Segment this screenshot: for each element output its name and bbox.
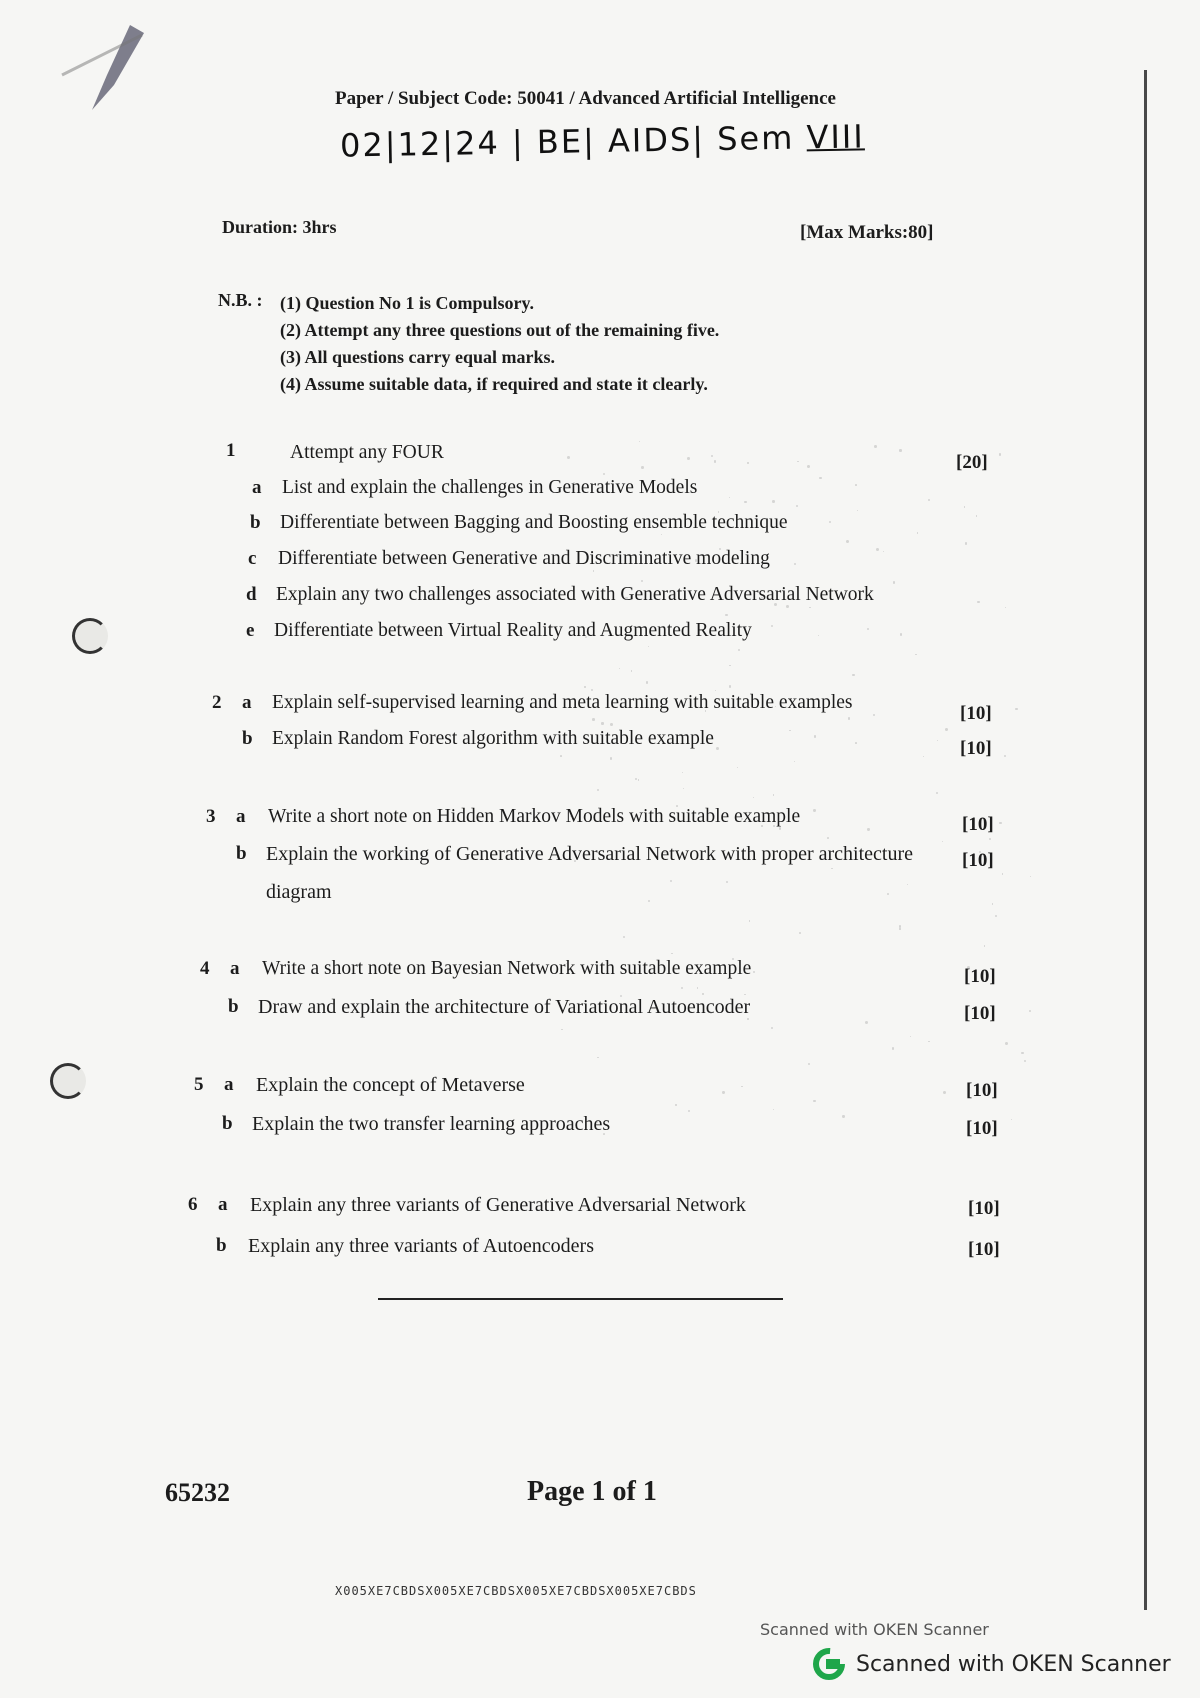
- question-marks: [10]: [966, 1118, 998, 1139]
- page-number: Page 1 of 1: [527, 1476, 657, 1507]
- scan-noise-speck: [917, 532, 918, 533]
- scan-noise-speck: [603, 473, 605, 475]
- scan-noise-speck: [675, 1104, 676, 1105]
- scan-noise-speck: [945, 728, 948, 731]
- scan-noise-speck: [807, 465, 810, 468]
- scan-noise-speck: [1024, 1060, 1026, 1062]
- scan-noise-speck: [809, 607, 810, 608]
- scan-noise-speck: [711, 455, 713, 457]
- scan-noise-speck: [733, 850, 734, 851]
- question-marks: [10]: [966, 1080, 998, 1101]
- scan-noise-speck: [813, 1100, 815, 1102]
- scan-noise-speck: [596, 1121, 598, 1123]
- scan-noise-speck: [619, 668, 620, 669]
- scan-noise-speck: [867, 628, 869, 630]
- scan-noise-speck: [910, 1036, 911, 1037]
- scan-noise-speck: [697, 987, 699, 989]
- question-sub-label: c: [248, 548, 257, 569]
- scan-noise-speck: [883, 551, 884, 552]
- question-text: Explain any two challenges associated with Generative Adversarial Network: [276, 584, 874, 605]
- scan-noise-speck: [741, 818, 743, 820]
- question-sub-label: b: [242, 728, 253, 749]
- scan-noise-speck: [899, 925, 901, 927]
- scan-noise-speck: [794, 563, 796, 565]
- scan-noise-speck: [707, 743, 708, 744]
- scan-noise-speck: [855, 742, 857, 744]
- scan-noise-speck: [814, 735, 817, 738]
- scan-noise-speck: [646, 681, 649, 684]
- scan-noise-speck: [726, 881, 728, 883]
- scan-noise-speck: [741, 1086, 742, 1087]
- question-marks: [20]: [956, 452, 988, 473]
- scan-noise-speck: [710, 1012, 712, 1014]
- scan-noise-speck: [648, 900, 650, 902]
- scan-noise-speck: [584, 686, 585, 687]
- scan-noise-speck: [719, 548, 721, 550]
- scan-noise-speck: [714, 460, 716, 462]
- scan-noise-speck: [900, 633, 903, 636]
- scanner-watermark-faint: Scanned with OKEN Scanner: [760, 1620, 989, 1639]
- scan-noise-speck: [729, 497, 730, 498]
- scan-noise-speck: [819, 477, 821, 479]
- oken-scanner-logo-icon: [812, 1647, 846, 1681]
- scan-noise-speck: [786, 605, 789, 608]
- scan-noise-speck: [716, 747, 719, 750]
- scan-noise-speck: [965, 542, 968, 545]
- scan-noise-speck: [799, 932, 801, 934]
- scan-noise-speck: [796, 505, 798, 507]
- scan-noise-speck: [984, 945, 986, 947]
- scan-noise-speck: [865, 1021, 868, 1024]
- scan-noise-speck: [989, 838, 991, 840]
- question-sub-label: b: [236, 843, 247, 864]
- question-sub-label: b: [228, 996, 239, 1017]
- question-sub-label: b: [250, 512, 261, 533]
- scan-noise-speck: [648, 646, 649, 647]
- scan-noise-speck: [899, 928, 900, 929]
- scan-noise-speck: [639, 441, 640, 442]
- scan-noise-speck: [682, 772, 683, 773]
- question-number: 1: [226, 440, 236, 461]
- scan-noise-speck: [585, 636, 587, 638]
- handwritten-note: [340, 117, 865, 164]
- scan-noise-speck: [874, 445, 877, 448]
- scan-noise-speck: [1015, 708, 1018, 711]
- scan-noise-speck: [992, 903, 993, 904]
- scan-noise-speck: [982, 853, 983, 854]
- scan-noise-speck: [573, 482, 575, 484]
- scan-noise-speck: [761, 825, 762, 826]
- question-number: 2: [212, 692, 222, 713]
- barcode-text: X005XE7CBDSX005XE7CBDSX005XE7CBDSX005XE7CBDS: [335, 1584, 697, 1598]
- question-marks: [10]: [964, 966, 996, 987]
- scan-noise-speck: [818, 635, 819, 636]
- question-number: 5: [194, 1074, 204, 1095]
- page-edge-shadow: [1144, 70, 1147, 1610]
- scan-noise-speck: [771, 1027, 773, 1029]
- scan-noise-speck: [999, 453, 1001, 455]
- scan-noise-speck: [671, 953, 673, 955]
- scan-noise-speck: [848, 717, 851, 720]
- end-of-paper-rule: [378, 1298, 783, 1300]
- scan-noise-speck: [670, 880, 672, 882]
- scan-noise-speck: [1021, 1052, 1023, 1054]
- scan-noise-speck: [936, 792, 939, 795]
- scan-noise-speck: [867, 828, 869, 830]
- nb-label: N.B. :: [218, 290, 263, 310]
- scan-noise-speck: [977, 601, 979, 603]
- scan-noise-speck: [995, 915, 997, 917]
- scan-noise-speck: [943, 1091, 946, 1094]
- scan-noise-speck: [625, 597, 627, 599]
- scan-noise-speck: [747, 462, 748, 463]
- question-sub-label: b: [216, 1235, 227, 1256]
- scan-noise-speck: [753, 797, 755, 799]
- question-sub-label: a: [224, 1074, 234, 1095]
- scan-noise-speck: [772, 500, 775, 503]
- punch-hole-bottom: [50, 1063, 86, 1099]
- scan-noise-speck: [1005, 607, 1006, 608]
- scan-noise-speck: [753, 971, 755, 973]
- scan-noise-speck: [623, 936, 625, 938]
- scan-noise-speck: [773, 1109, 774, 1110]
- scan-noise-speck: [663, 851, 665, 853]
- scan-noise-speck: [638, 779, 639, 780]
- scan-noise-speck: [747, 1018, 748, 1019]
- scan-noise-speck: [928, 1041, 930, 1043]
- question-text: Differentiate between Bagging and Boosting ensemble technique: [280, 512, 788, 533]
- question-text: List and explain the challenges in Generative Models: [282, 477, 698, 498]
- duration-label: Duration: 3hrs: [222, 217, 337, 237]
- scan-noise-speck: [567, 456, 570, 459]
- question-sub-label: a: [236, 806, 246, 827]
- scan-noise-speck: [774, 603, 777, 606]
- folded-corner-mark: [52, 15, 162, 115]
- scan-noise-speck: [808, 1063, 810, 1065]
- scan-noise-speck: [560, 755, 562, 757]
- scan-noise-speck: [1002, 873, 1003, 874]
- question-sub-label: a: [242, 692, 252, 713]
- scan-noise-speck: [892, 1047, 895, 1050]
- question-text: Explain any three variants of Autoencoders: [248, 1235, 594, 1257]
- scan-noise-speck: [749, 920, 750, 921]
- scan-noise-speck: [899, 449, 901, 451]
- scan-noise-speck: [846, 540, 849, 543]
- question-sub-label: a: [218, 1194, 228, 1215]
- scan-noise-speck: [591, 689, 593, 691]
- scan-noise-speck: [873, 714, 875, 716]
- scan-noise-speck: [907, 884, 908, 885]
- scan-noise-speck: [928, 499, 930, 501]
- scan-noise-speck: [688, 1110, 690, 1112]
- scan-noise-speck: [979, 851, 981, 853]
- scanner-badge: [812, 1647, 1171, 1681]
- scan-noise-speck: [789, 730, 790, 731]
- scan-noise-speck: [964, 506, 966, 508]
- scan-noise-speck: [722, 1091, 724, 1093]
- question-text: Write a short note on Bayesian Network with suitable example: [262, 958, 752, 979]
- scan-noise-speck: [597, 789, 599, 791]
- question-sub-label: d: [246, 584, 257, 605]
- scan-noise-speck: [610, 757, 612, 759]
- scan-noise-speck: [631, 670, 632, 671]
- scan-noise-speck: [687, 457, 690, 460]
- question-intro: Attempt any FOUR: [290, 442, 444, 463]
- question-sub-label: b: [222, 1113, 233, 1134]
- nb-item: (4) Assume suitable data, if required and state it clearly.: [280, 374, 708, 394]
- scan-noise-speck: [771, 625, 773, 627]
- paper-code-footer: 65232: [165, 1478, 230, 1507]
- question-marks: [10]: [968, 1239, 1000, 1260]
- scan-noise-speck: [1005, 1042, 1008, 1045]
- scan-noise-speck: [942, 841, 943, 842]
- question-text: Explain any three variants of Generative Adversarial Network: [250, 1194, 746, 1216]
- question-text: Explain Random Forest algorithm with suitable example: [272, 728, 714, 749]
- question-marks: [10]: [964, 1003, 996, 1024]
- question-text: Explain the two transfer learning approaches: [252, 1113, 611, 1135]
- handwritten-note-text: 02|12|24 | BE| AIDS| Sem: [339, 118, 795, 165]
- question-text: Explain self-supervised learning and meta learning with suitable examples: [272, 692, 853, 713]
- scan-noise-speck: [829, 521, 831, 523]
- question-marks: [10]: [968, 1198, 1000, 1219]
- scan-noise-speck: [1011, 1119, 1012, 1120]
- scan-noise-speck: [976, 515, 978, 517]
- scan-noise-speck: [1029, 1010, 1031, 1012]
- scan-noise-speck: [737, 767, 738, 768]
- scan-noise-speck: [827, 837, 829, 839]
- question-marks: [10]: [960, 703, 992, 724]
- max-marks-label: [Max Marks:80]: [800, 222, 934, 243]
- question-text-continued: diagram: [266, 881, 332, 903]
- scan-noise-speck: [561, 1029, 562, 1030]
- scan-noise-speck: [729, 685, 732, 688]
- question-number: 6: [188, 1194, 198, 1215]
- scan-noise-speck: [937, 740, 938, 741]
- question-sub-label: e: [246, 620, 255, 641]
- question-marks: [10]: [962, 850, 994, 871]
- scan-noise-speck: [729, 665, 731, 667]
- scan-noise-speck: [855, 484, 857, 486]
- question-sub-label: a: [230, 958, 240, 979]
- scan-noise-speck: [641, 466, 644, 469]
- nb-item: (3) All questions carry equal marks.: [280, 347, 556, 367]
- scanner-badge-text: Scanned with OKEN Scanner: [856, 1651, 1171, 1677]
- question-marks: [10]: [960, 738, 992, 759]
- scan-noise-speck: [999, 822, 1002, 825]
- scan-noise-speck: [813, 809, 815, 811]
- punch-hole-top: [72, 618, 108, 654]
- scan-noise-speck: [635, 778, 637, 780]
- question-text: Write a short note on Hidden Markov Models with suitable example: [268, 806, 801, 827]
- scan-noise-speck: [1004, 755, 1007, 758]
- scan-noise-speck: [923, 756, 924, 757]
- scan-noise-speck: [1030, 876, 1031, 877]
- scan-noise-speck: [852, 674, 855, 677]
- scan-noise-speck: [593, 570, 594, 571]
- scan-noise-speck: [592, 718, 595, 721]
- handwritten-sem: VIII: [806, 117, 866, 157]
- question-text: Differentiate between Virtual Reality and Augmented Reality: [274, 620, 752, 641]
- nb-item: (1) Question No 1 is Compulsory.: [280, 293, 535, 313]
- scan-noise-speck: [718, 511, 719, 512]
- scan-noise-speck: [773, 825, 775, 827]
- scan-noise-speck: [681, 987, 683, 989]
- question-text: Explain the working of Generative Adversarial Network with proper architecture: [266, 843, 913, 865]
- question-number: 3: [206, 806, 216, 827]
- scan-noise-speck: [574, 860, 576, 862]
- scan-noise-speck: [705, 710, 706, 711]
- question-text: Explain the concept of Metaverse: [256, 1074, 525, 1096]
- scan-noise-speck: [641, 580, 643, 582]
- question-marks: [10]: [962, 814, 994, 835]
- scan-noise-speck: [876, 548, 879, 551]
- scan-noise-speck: [794, 761, 795, 762]
- question-text: Differentiate between Generative and Discriminative modeling: [278, 548, 770, 569]
- scan-noise-speck: [725, 614, 728, 617]
- scan-noise-speck: [797, 461, 798, 462]
- scan-noise-speck: [893, 581, 896, 584]
- scan-noise-speck: [887, 893, 889, 895]
- scan-noise-speck: [773, 794, 774, 795]
- scan-noise-speck: [702, 993, 703, 994]
- question-text: Draw and explain the architecture of Variational Autoencoder: [258, 996, 751, 1018]
- scan-noise-speck: [610, 723, 613, 726]
- scan-noise-speck: [857, 510, 858, 511]
- scan-noise-speck: [915, 654, 916, 655]
- scan-noise-speck: [601, 722, 603, 724]
- scan-noise-speck: [967, 966, 970, 969]
- scan-noise-speck: [738, 649, 740, 651]
- nb-item: (2) Attempt any three questions out of the remaining five.: [280, 320, 720, 340]
- scan-noise-speck: [597, 1057, 599, 1059]
- question-number: 4: [200, 958, 210, 979]
- subject-code-header: Paper / Subject Code: 50041 / Advanced Artificial Intelligence: [335, 88, 836, 109]
- scan-noise-speck: [831, 868, 832, 869]
- scan-noise-speck: [695, 559, 697, 561]
- question-sub-label: a: [252, 477, 262, 498]
- scan-noise-speck: [744, 501, 746, 503]
- scan-noise-speck: [683, 788, 684, 789]
- scan-noise-speck: [842, 1115, 844, 1117]
